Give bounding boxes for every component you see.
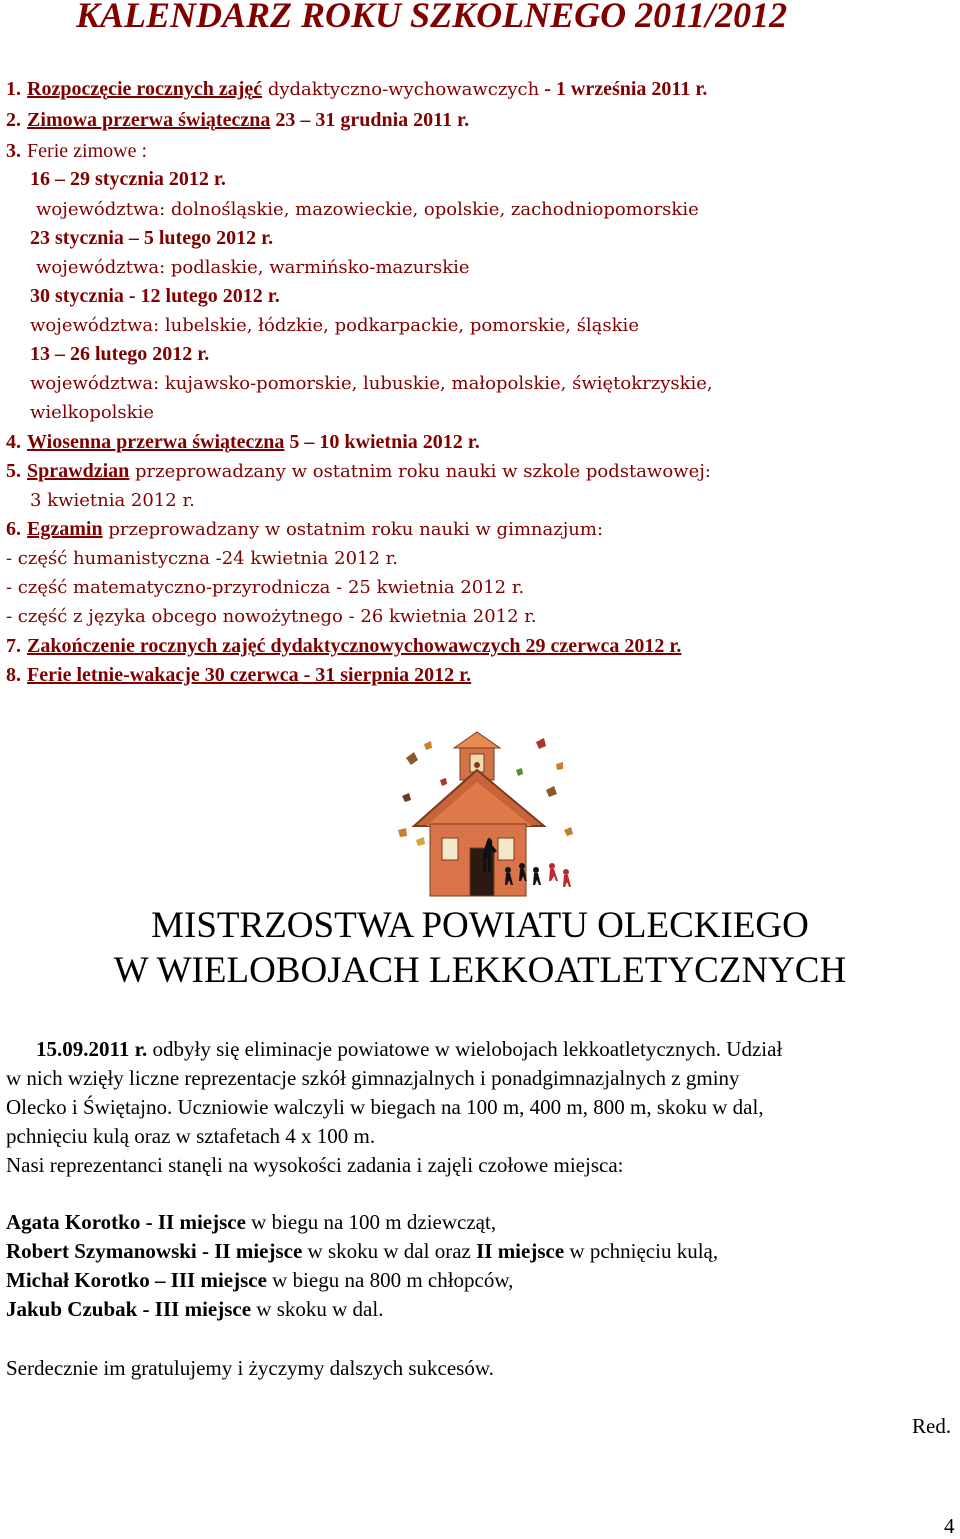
- article-paragraph-line-1: 15.09.2011 r. odbyły się eliminacje powiatowe w wielobojach lekkoatletycznych. Udział: [36, 1037, 783, 1061]
- winter-break-date-3: 30 stycznia - 12 lutego 2012 r.: [30, 285, 280, 307]
- result-2: Robert Szymanowski - II miejsce w skoku w dal oraz II miejsce w pchnięciu kulą,: [6, 1239, 719, 1263]
- exam-part-2: - część matematyczno-przyrodnicza - 25 kwietnia 2012 r.: [6, 577, 525, 598]
- calendar-item-3: 3. Ferie zimowe :: [6, 140, 148, 162]
- calendar-item-5-date: 3 kwietnia 2012 r.: [30, 490, 195, 511]
- exam-part-3: - część z języka obcego nowożytnego - 26 kwietnia 2012 r.: [6, 606, 537, 627]
- calendar-item-4: 4. Wiosenna przerwa świąteczna 5 – 10 kwietnia 2012 r.: [6, 431, 480, 453]
- result-3: Michał Korotko – III miejsce w biegu na 800 m chłopców,: [6, 1268, 514, 1292]
- article-paragraph-2: Nasi reprezentanci stanęli na wysokości zadania i zajęli czołowe miejsca:: [6, 1153, 624, 1177]
- exam-part-1: - część humanistyczna -24 kwietnia 2012 r.: [6, 548, 398, 569]
- winter-break-date-4: 13 – 26 lutego 2012 r.: [30, 343, 210, 365]
- article-title-line-2: W WIELOBOJACH LEKKOATLETYCZNYCH: [113, 950, 847, 991]
- article-title-line-1: MISTRZOSTWA POWIATU OLECKIEGO: [151, 905, 809, 946]
- closing-line: Serdecznie im gratulujemy i życzymy dalszych sukcesów.: [6, 1356, 494, 1380]
- calendar-item-6: 6. Egzamin przeprowadzany w ostatnim roku nauki w gimnazjum:: [6, 518, 604, 540]
- winter-break-regions-1: województwa: dolnośląskie, mazowieckie, opolskie, zachodniopomorskie: [36, 199, 699, 220]
- signature: Red.: [912, 1414, 952, 1438]
- winter-break-regions-2: województwa: podlaskie, warmińsko-mazurskie: [36, 257, 470, 278]
- article-paragraph-line-4: pchnięciu kulą oraz w sztafetach 4 x 100 m.: [6, 1124, 376, 1148]
- calendar-item-5: 5. Sprawdzian przeprowadzany w ostatnim roku nauki w szkole podstawowej:: [6, 460, 711, 482]
- school-house-illustration: [396, 730, 576, 902]
- winter-break-date-2: 23 stycznia – 5 lutego 2012 r.: [30, 227, 274, 249]
- winter-break-regions-4-cont: wielkopolskie: [30, 402, 154, 423]
- winter-break-regions-4: województwa: kujawsko-pomorskie, lubuskie, małopolskie, świętokrzyskie,: [30, 373, 713, 394]
- calendar-title: KALENDARZ ROKU SZKOLNEGO 2011/2012: [76, 0, 788, 35]
- calendar-item-8: 8. Ferie letnie-wakacje 30 czerwca - 31 sierpnia 2012 r.: [6, 664, 472, 686]
- winter-break-date-1: 16 – 29 stycznia 2012 r.: [30, 168, 226, 190]
- winter-break-regions-3: województwa: lubelskie, łódzkie, podkarpackie, pomorskie, śląskie: [30, 315, 639, 336]
- article-paragraph-line-2: w nich wzięły liczne reprezentacje szkół gimnazjalnych i ponadgimnazjalnych z gminy: [6, 1066, 740, 1090]
- article-paragraph-line-3: Olecko i Świętajno. Uczniowie walczyli w biegach na 100 m, 400 m, 800 m, skoku w dal,: [6, 1095, 764, 1119]
- page-number: 4: [944, 1514, 955, 1538]
- result-1: Agata Korotko - II miejsce w biegu na 100 m dziewcząt,: [6, 1210, 497, 1234]
- calendar-item-2: 2. Zimowa przerwa świąteczna 23 – 31 grudnia 2011 r.: [6, 109, 470, 131]
- calendar-item-7: 7. Zakończenie rocznych zajęć dydaktycznowychowawczych 29 czerwca 2012 r.: [6, 635, 682, 657]
- result-4: Jakub Czubak - III miejsce w skoku w dal.: [6, 1297, 384, 1321]
- calendar-item-1: 1. Rozpoczęcie rocznych zajęć dydaktyczno-wychowawczych - 1 września 2011 r.: [6, 78, 708, 100]
